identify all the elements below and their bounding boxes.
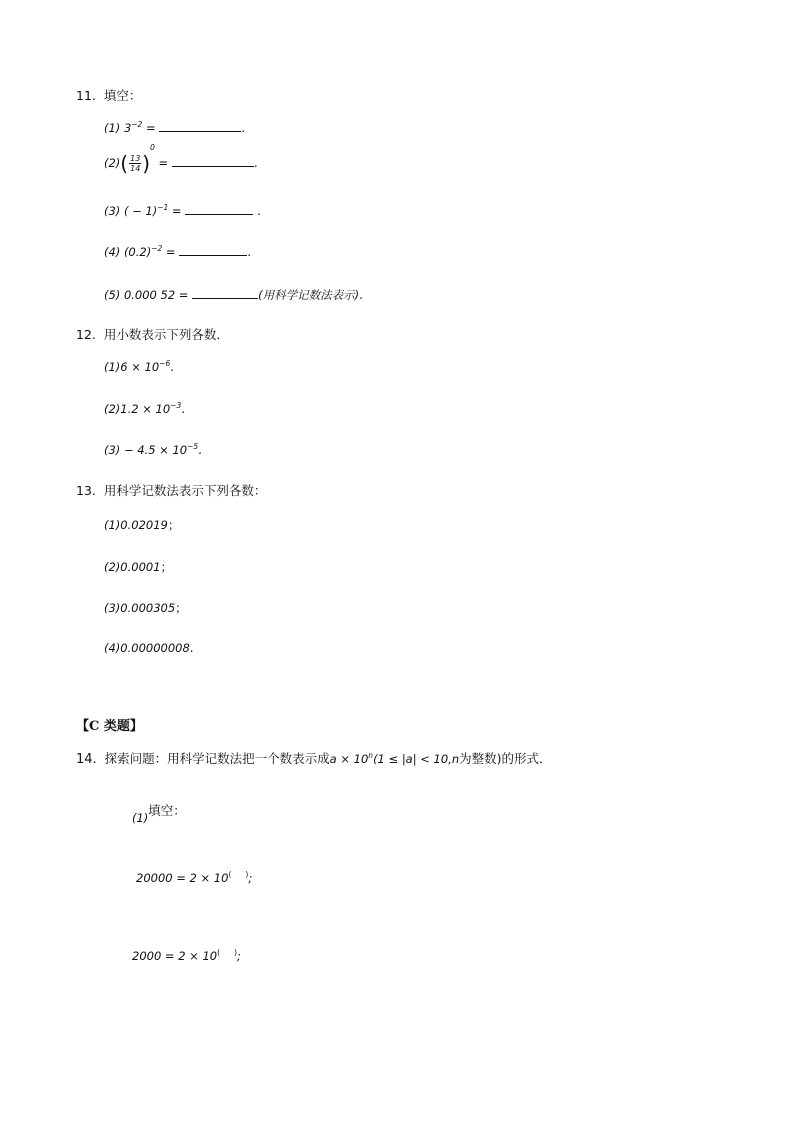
q12-item-1: $(1)6 \times 10^{-6}$. (104, 359, 175, 374)
q14-equation-2: 2000 = 2 × 10( ); (132, 948, 241, 963)
q14-sub-1: $_{(1)}$填空： (132, 803, 186, 825)
q14-equation-1: 20000 = 2 × 10( ); (136, 870, 253, 885)
answer-blank[interactable] (179, 245, 247, 256)
fraction: $\frac{13}{14}$ (130, 154, 141, 173)
question-11-header (76, 86, 141, 104)
q11-item-5: (5) 0.000 52 = (用科学记数法表示). (104, 288, 363, 302)
question-text: 填空： (103, 88, 142, 103)
answer-blank[interactable] (159, 121, 241, 132)
question-number: 13. (76, 483, 96, 498)
question-13-header (76, 481, 266, 499)
q11-item-3: (3) ( − 1)$^{-1}$ = . (104, 203, 261, 218)
q13-item-2: (2)0.0001； (104, 560, 173, 574)
q13-item-3: (3)0.000305； (104, 601, 188, 615)
question-number: 14. (76, 752, 97, 767)
q11-item-1: (1) $3^{-2}$ = . (104, 120, 246, 135)
q13-item-1: (1)0.02019； (104, 518, 180, 532)
answer-blank[interactable] (192, 288, 258, 299)
answer-blank[interactable] (220, 950, 234, 960)
q11-item-2: (2)( $\frac{13}{14}$ )$^0$ = . (104, 143, 258, 176)
question-12-header (76, 325, 229, 343)
q11-item-4: (4) $(0.2)^{-2}$ = . (104, 244, 252, 259)
question-number: 12. (76, 327, 96, 342)
answer-blank[interactable] (185, 204, 253, 215)
question-14: 14. 探索问题：用科学记数法把一个数表示成$a \times 10^n(1 \le |a| < 10,n$为整数)的形式． (76, 750, 552, 767)
question-text: 用科学记数法表示下列各数： (103, 483, 267, 498)
answer-blank[interactable] (231, 872, 245, 882)
q13-item-4: (4)0.00000008. (104, 641, 194, 655)
question-number: 11. (76, 88, 96, 103)
section-c-heading: 【C 类题】 (76, 719, 143, 734)
question-text: 用小数表示下列各数． (103, 327, 229, 342)
q12-item-2: $(2)1.2 \times 10^{-3}$. (104, 401, 186, 416)
q12-item-3: $(3) - 4.5 \times 10^{-5}$. (104, 442, 202, 457)
answer-blank[interactable] (172, 156, 254, 167)
